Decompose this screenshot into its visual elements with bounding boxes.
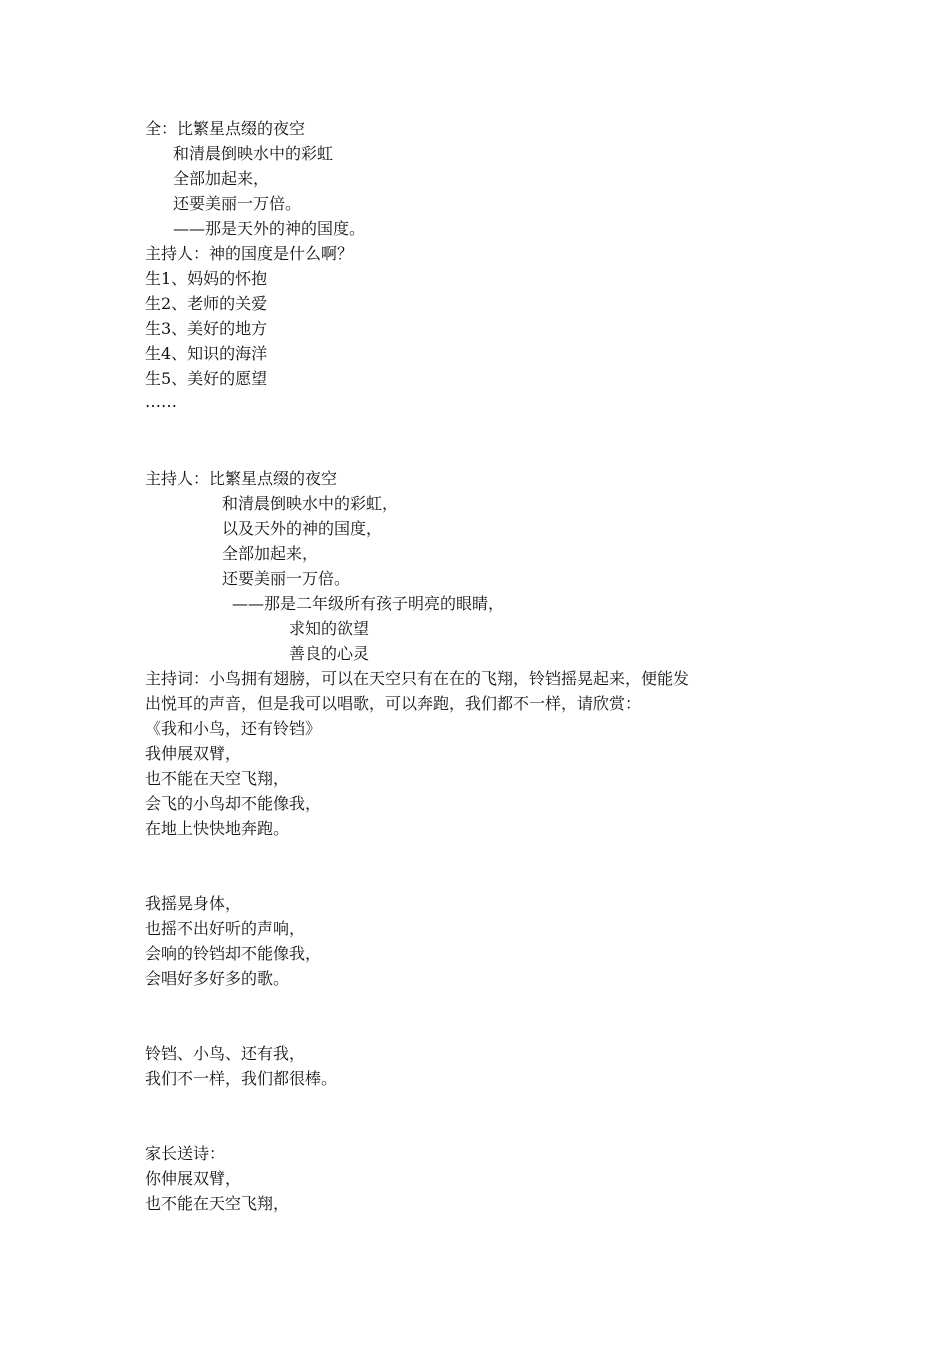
text-line: 也摇不出好听的声响， — [145, 919, 306, 938]
text-line: 和清晨倒映水中的彩虹， — [222, 494, 399, 513]
text-line: 我伸展双臂， — [145, 744, 242, 763]
text-line: 会响的铃铛却不能像我， — [145, 944, 322, 963]
text-line: 生1、妈妈的怀抱 — [145, 269, 268, 288]
text-line: 我们不一样，我们都很棒。 — [145, 1069, 338, 1088]
text-line: 和清晨倒映水中的彩虹 — [173, 144, 334, 163]
text-line: 也不能在天空飞翔， — [145, 769, 290, 788]
text-line: 全部加起来， — [173, 169, 270, 188]
text-line: 会唱好多好多的歌。 — [145, 969, 290, 988]
text-line: 善良的心灵 — [289, 644, 370, 663]
text-line: 铃铛、小鸟、还有我， — [145, 1044, 306, 1063]
text-line: 求知的欲望 — [289, 619, 370, 638]
text-line: 也不能在天空飞翔， — [145, 1194, 290, 1213]
text-line: 生3、美好的地方 — [145, 319, 268, 338]
text-line: 主持词：小鸟拥有翅膀，可以在天空只有在在的飞翔，铃铛摇晃起来，便能发 — [145, 669, 690, 688]
text-line: 全部加起来， — [222, 544, 319, 563]
text-line: 《我和小鸟，还有铃铛》 — [145, 719, 322, 738]
text-line: ——那是二年级所有孩子明亮的眼睛， — [232, 594, 505, 613]
text-line: …… — [145, 392, 177, 411]
text-line: 还要美丽一万倍。 — [173, 194, 302, 213]
text-line: 会飞的小鸟却不能像我， — [145, 794, 322, 813]
text-line: 家长送诗： — [145, 1144, 226, 1163]
text-line: 全：比繁星点缀的夜空 — [145, 119, 306, 138]
text-line: 还要美丽一万倍。 — [222, 569, 351, 588]
text-line: 生5、美好的愿望 — [145, 369, 268, 388]
text-line: 生2、老师的关爱 — [145, 294, 268, 313]
text-line: 在地上快快地奔跑。 — [145, 819, 290, 838]
text-line: 以及天外的神的国度， — [222, 519, 383, 538]
text-line: 出悦耳的声音，但是我可以唱歌，可以奔跑，我们都不一样，请欣赏： — [145, 694, 642, 713]
text-line: ——那是天外的神的国度。 — [173, 219, 366, 238]
text-line: 我摇晃身体， — [145, 894, 242, 913]
text-line: 主持人：神的国度是什么啊？ — [145, 244, 354, 263]
text-line: 生4、知识的海洋 — [145, 344, 268, 363]
text-line: 你伸展双臂， — [145, 1169, 242, 1188]
text-line: 主持人：比繁星点缀的夜空 — [145, 469, 338, 488]
